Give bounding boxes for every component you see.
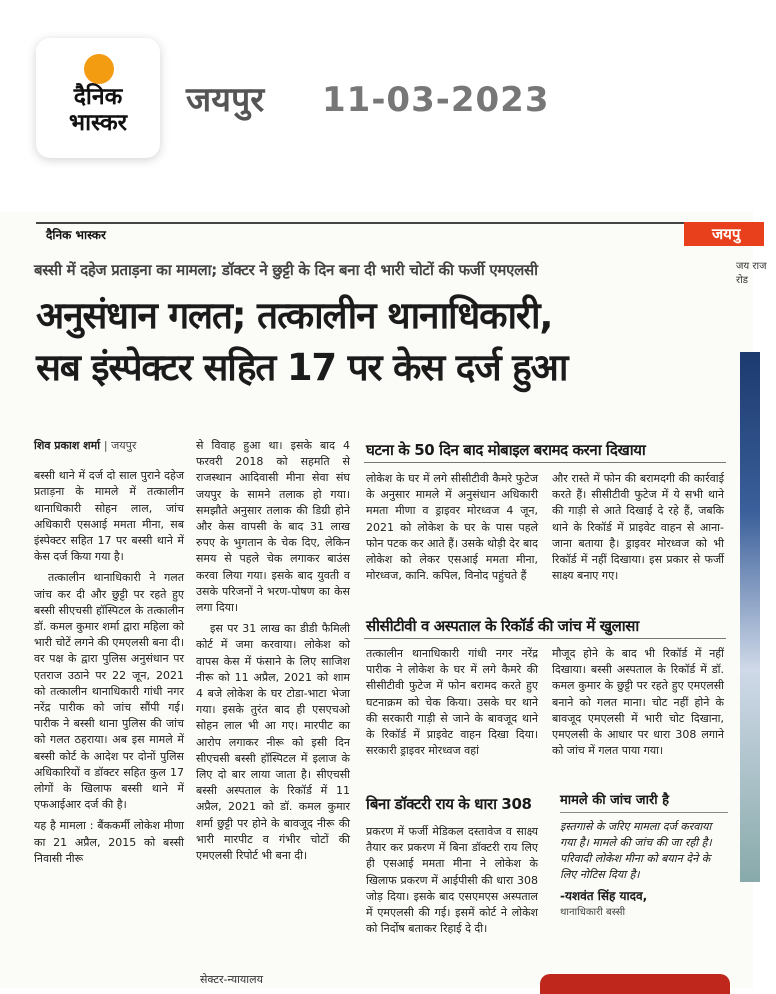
subhead-mobile: घटना के 50 दिन बाद मोबाइल बरामद करना दिखाया [366,441,646,459]
logo-line1: दैनिक [73,84,123,110]
column-1 [34,438,184,872]
paragraph: यह है मामला : बैंककर्मी लोकेश मीणा का 21 अप्रैल, 2015 को बस्सी निवासी नीरू [34,819,184,865]
date-label: 11-03-2023 [322,80,550,120]
edition-tag [684,222,764,246]
headline-line1: अनुसंधान गलत; तत्कालीन थानाधिकारी, [36,294,553,337]
paragraph: प्रकरण में फर्जी मेडिकल दस्तावेज व साक्ष्य तैयार कर प्रकरण में बिना डॉक्टरी राय लिए ही एसआई ममता मीना ने लोकेश के खिलाफ प्रकरण में आईपीसी की धारा 308 जोड़ दिया। इसके बाद एसएमएस अस्पताल में एमएलसी की गई। इसमें कोर्ट ने लोकेश को निर्दोष बताकर रिहाई दे दी। [366,825,538,936]
quote-box-title: मामले की जांच जारी है [560,790,728,813]
paragraph: से विवाह हुआ था। इसके बाद 4 फरवरी 2018 को सहमति से राजस्थान आदिवासी मीना सेवा संघ जयपुर के सामने तलाक हो गया। समझौते अनुसार तलाक की डिग्री होने और केस वापसी के बाद 31 लाख रुपए के भुगतान के चेक दिए, लेकिन समय से पहले चेक लगाकर बाउंस करवा लिया गया। इसके बाद युवती व उसके परिजनों ने भरण-पोषण का केस लगा दिया। [196,439,350,615]
newspaper-clipping [0,212,767,988]
column-3c [366,824,538,942]
byline-place: | जयपुर [103,439,137,452]
paragraph: मौजूद होने के बाद भी रिकॉर्ड में नहीं दिखाया। बस्सी अस्पताल के रिकॉर्ड में डॉ. कमल कुमार के छुट्टी पर रहते हुए एमएलसी बनाने को गलत माना। चोट नहीं होने के बावजूद एमएलसी में भारी चोट दिखाना, एमएलसी के आधार पर धारा 308 लगाने को जांच में गलत पाया गया। [552,647,724,758]
edition-text: जयपु [712,225,741,243]
masthead-bar [36,222,684,246]
divider [364,638,726,639]
bottom-cutoff-text: सेक्टर-न्यायालय [200,973,263,986]
subhead-cctv: सीसीटीवी व अस्पताल के रिकॉर्ड की जांच में खुलासा [366,617,639,635]
paragraph: लोकेश के घर में लगे सीसीटीवी कैमरे फुटेज के अनुसार मामले में अनुसंधान अधिकारी ममता मीणा व ड्राइवर मोरध्वज 4 जून, 2021 को लोकेश के घर के पास पहले फोन पटक कर आते हैं। उसके थोड़ी देर बाद लोकेश को लेकर एसआई ममता मीना, मोरध्वज, कानि. कपिल, विनोद पहुंचते हैं [366,472,538,583]
quote-box-body: इस्तगासे के जरिए मामला दर्ज करवाया गया है। मामले की जांच की जा रही है। परिवादी लोकेश मीना को बयान देने के लिए नोटिस दिया है। [560,820,712,881]
headline-line2: सब इंस्पेक्टर सहित 17 पर केस दर्ज हुआ [36,346,568,389]
side-advertisement-image [740,352,760,882]
column-4a [552,471,724,589]
shoulder-headline: बस्सी में दहेज प्रताड़ना का मामला; डॉक्टर ने छुट्टी के दिन बना दी भारी चोटों की फर्जी एमएलसी [34,261,538,279]
quote-designation: थानाधिकारी बस्सी [560,907,626,918]
paragraph: बस्सी थाने में दर्ज दो साल पुराने दहेज प्रताड़ना के मामले में तत्कालीन थानाधिकारी सोहन लाल, जांच अधिकारी एसआई ममता मीना, सब इंस्पेक्टर सहित 17 पर बस्सी थाने में केस दर्ज किया गया है। [34,469,184,564]
bottom-red-banner [540,974,730,994]
paragraph: इस पर 31 लाख का डीडी फैमिली कोर्ट में जमा करवाया। लोकेश को वापस केस में फंसाने के लिए साजिश नीरू को 11 अप्रैल, 2021 को शाम 4 बजे लोकेश के घर टोडा-भाटा भेजा गया। इसके तुरंत बाद ही एसएचओ सोहन लाल भी आ गए। मारपीट का आरोप लगाकर नीरू को इसी दिन सीएचसी बस्सी हॉस्पिटल में इलाज के लिए दो बार लाया जाता है। सीएचसी बस्सी अस्पताल के रिकॉर्ड में 11 अप्रैल, 2021 को डॉ. कमल कुमार शर्मा छुट्टी पर होने के बावजूद नीरू की भारी मारपीट व गंभीर चोटों की एमएलसी रिपोर्ट भी बना दी। [196,622,350,863]
subhead-section308: बिना डॉक्टरी राय के धारा 308 [366,795,532,813]
city-label: जयपुर [186,80,265,120]
paragraph: तत्कालीन थानाधिकारी ने गलत जांच कर दी और छुट्टी पर रहते हुए बस्सी सीएचसी हॉस्पिटल के तत्कालीन डॉ. कमल कुमार शर्मा द्वारा महिला को भारी चोटें लगने की एमएलसी बना दी। वर पक्ष के द्वारा पुलिस अनुसंधान पर एतराज उठाने पर 22 जून, 2021 को तत्कालीन थानाधिकारी गांधी नगर नरेंद्र पारीक को जांच सौंपी गई। पारीक ने बस्सी थाना पुलिस की जांच को गलत ठहराया। अब इस मामले में बस्सी कोर्ट के आदेश पर दोनों पुलिस अधिकारियों व डॉक्टर सहित कुल 17 लोगों के खिलाफ बस्सी थाने में एफआईआर दर्ज की है। [34,571,184,812]
sun-icon [84,54,114,84]
column-3b [366,646,538,764]
byline-name: शिव प्रकाश शर्मा [34,439,101,452]
masthead-text: दैनिक भास्कर [46,228,106,242]
quote-box [560,790,728,974]
dainik-bhaskar-logo [36,38,160,158]
main-headline [36,290,736,394]
byline [34,438,184,454]
quote-signature: -यशवंत सिंह यादव, [560,889,648,903]
paragraph: तत्कालीन थानाधिकारी गांधी नगर नरेंद्र पारीक ने लोकेश के घर में लगे कैमरे की सीसीटीवी फुटेज में फोन बरामद करते हुए घटनाक्रम को चेक किया। उसके घर थाने की सरकारी गाड़ी से जाने के बावजूद थाने के रिकॉर्ड में प्राइवेट वाहन दिखा दिया। सरकारी ड्राइवर मोरध्वज वहां [366,647,538,758]
side-column-text: जय राज रोड [736,261,767,286]
divider [364,462,726,463]
paragraph: और रास्ते में फोन की बरामदगी की कार्रवाई करते हैं। सीसीटीवी फुटेज में ये सभी थाने की गाड़ी से आते दिखाई दे रहे हैं, जबकि थाने के रिकॉर्ड में प्राइवेट वाहन से आना-जाना बताया है। ड्राइवर मोरध्वज को भी रिकॉर्ड में नहीं दिखाया। इस प्रकार से फर्जी साक्ष्य बनाए गए। [552,472,724,583]
column-3a [366,471,538,589]
column-2 [196,438,350,869]
column-4b [552,646,724,764]
logo-line2: भास्कर [68,110,128,136]
